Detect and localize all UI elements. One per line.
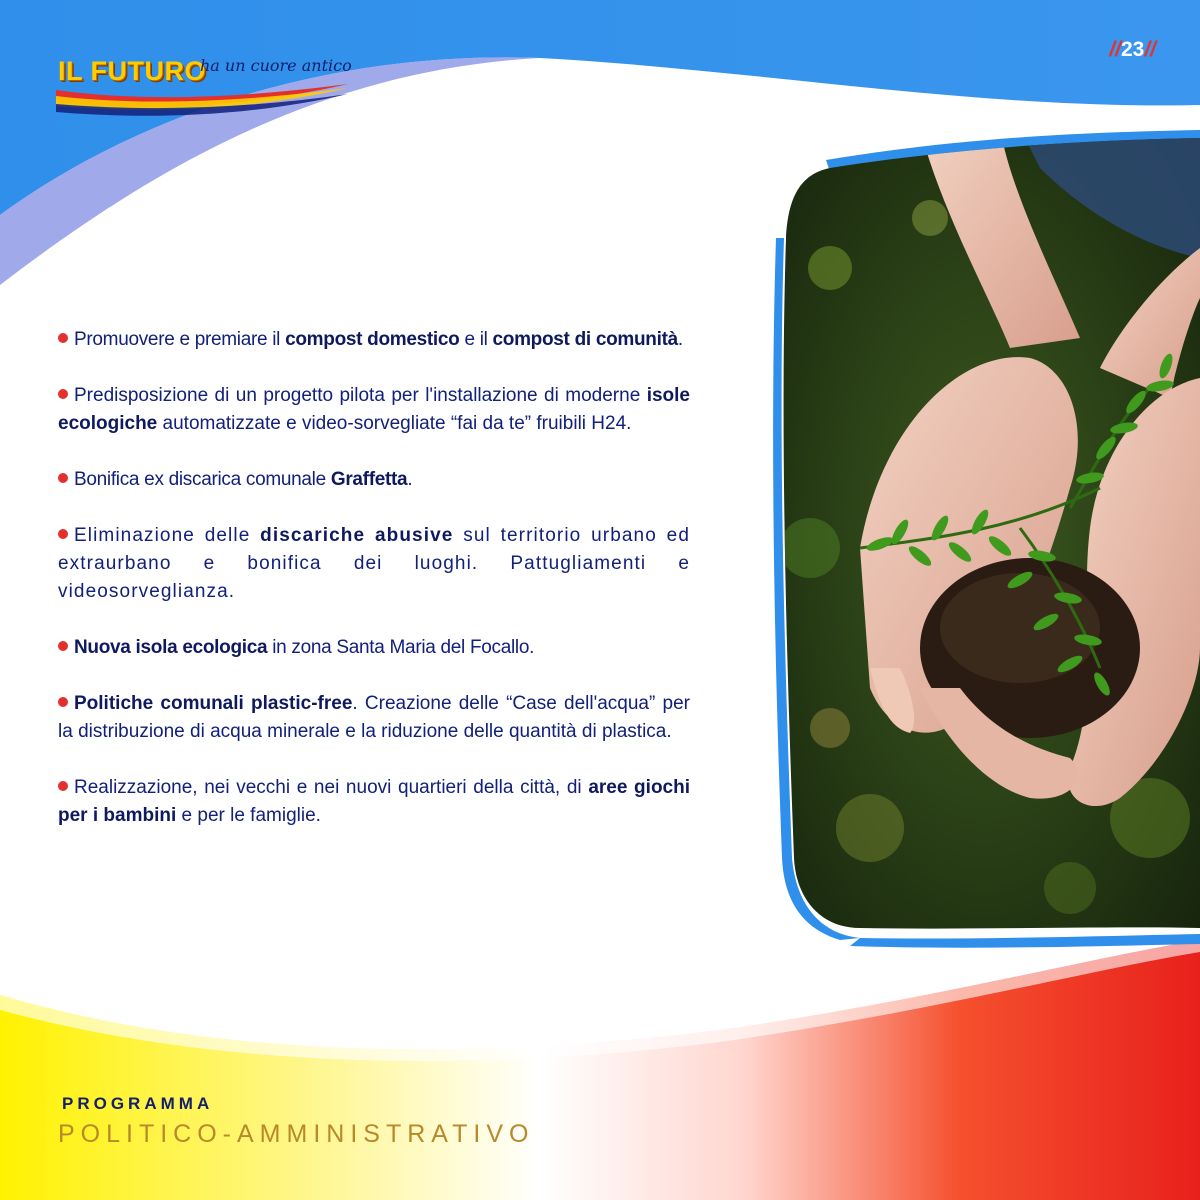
photo-panel xyxy=(770,128,1200,950)
bullet-icon xyxy=(58,473,68,483)
list-item: Predisposizione di un progetto pilota per l'installazione di moderne isole ecologiche automatizzate e video-sorvegliate “fai da te” fruibili H24. xyxy=(58,385,690,434)
logo-title: IL FUTURO xyxy=(58,56,206,86)
bullet-icon xyxy=(58,389,68,399)
footer-subtitle: POLITICO-AMMINISTRATIVO xyxy=(58,1120,535,1148)
page-number: //23// xyxy=(1109,38,1156,61)
list-item: Promuovere e premiare il compost domestico e il compost di comunità. xyxy=(58,326,690,354)
list-item: Eliminazione delle discariche abusive sul territorio urbano ed extraurbano e bonifica dei luoghi. Pattugliamenti e videosorveglianza. xyxy=(58,525,690,602)
list-item: Realizzazione, nei vecchi e nei nuovi quartieri della città, di aree giochi per i bambini e per le famiglie. xyxy=(58,777,690,826)
program-list xyxy=(58,326,690,858)
bullet-icon xyxy=(58,641,68,651)
footer-title: PROGRAMMA xyxy=(62,1094,214,1113)
list-item: Politiche comunali plastic-free. Creazione delle “Case dell'acqua” per la distribuzione di acqua minerale e la riduzione delle quantità di plastica. xyxy=(58,693,690,742)
page-number-value: 23 xyxy=(1120,38,1145,61)
bullet-icon xyxy=(58,781,68,791)
logo xyxy=(58,52,378,122)
bullet-icon xyxy=(58,697,68,707)
bullet-icon xyxy=(58,529,68,539)
list-item: Bonifica ex discarica comunale Graffetta. xyxy=(58,466,690,494)
hands-holding-seedling-photo xyxy=(770,128,1200,950)
logo-tagline: ha un cuore antico xyxy=(200,56,352,75)
list-item: Nuova isola ecologica in zona Santa Maria del Focallo. xyxy=(58,634,690,662)
bullet-icon xyxy=(58,333,68,343)
